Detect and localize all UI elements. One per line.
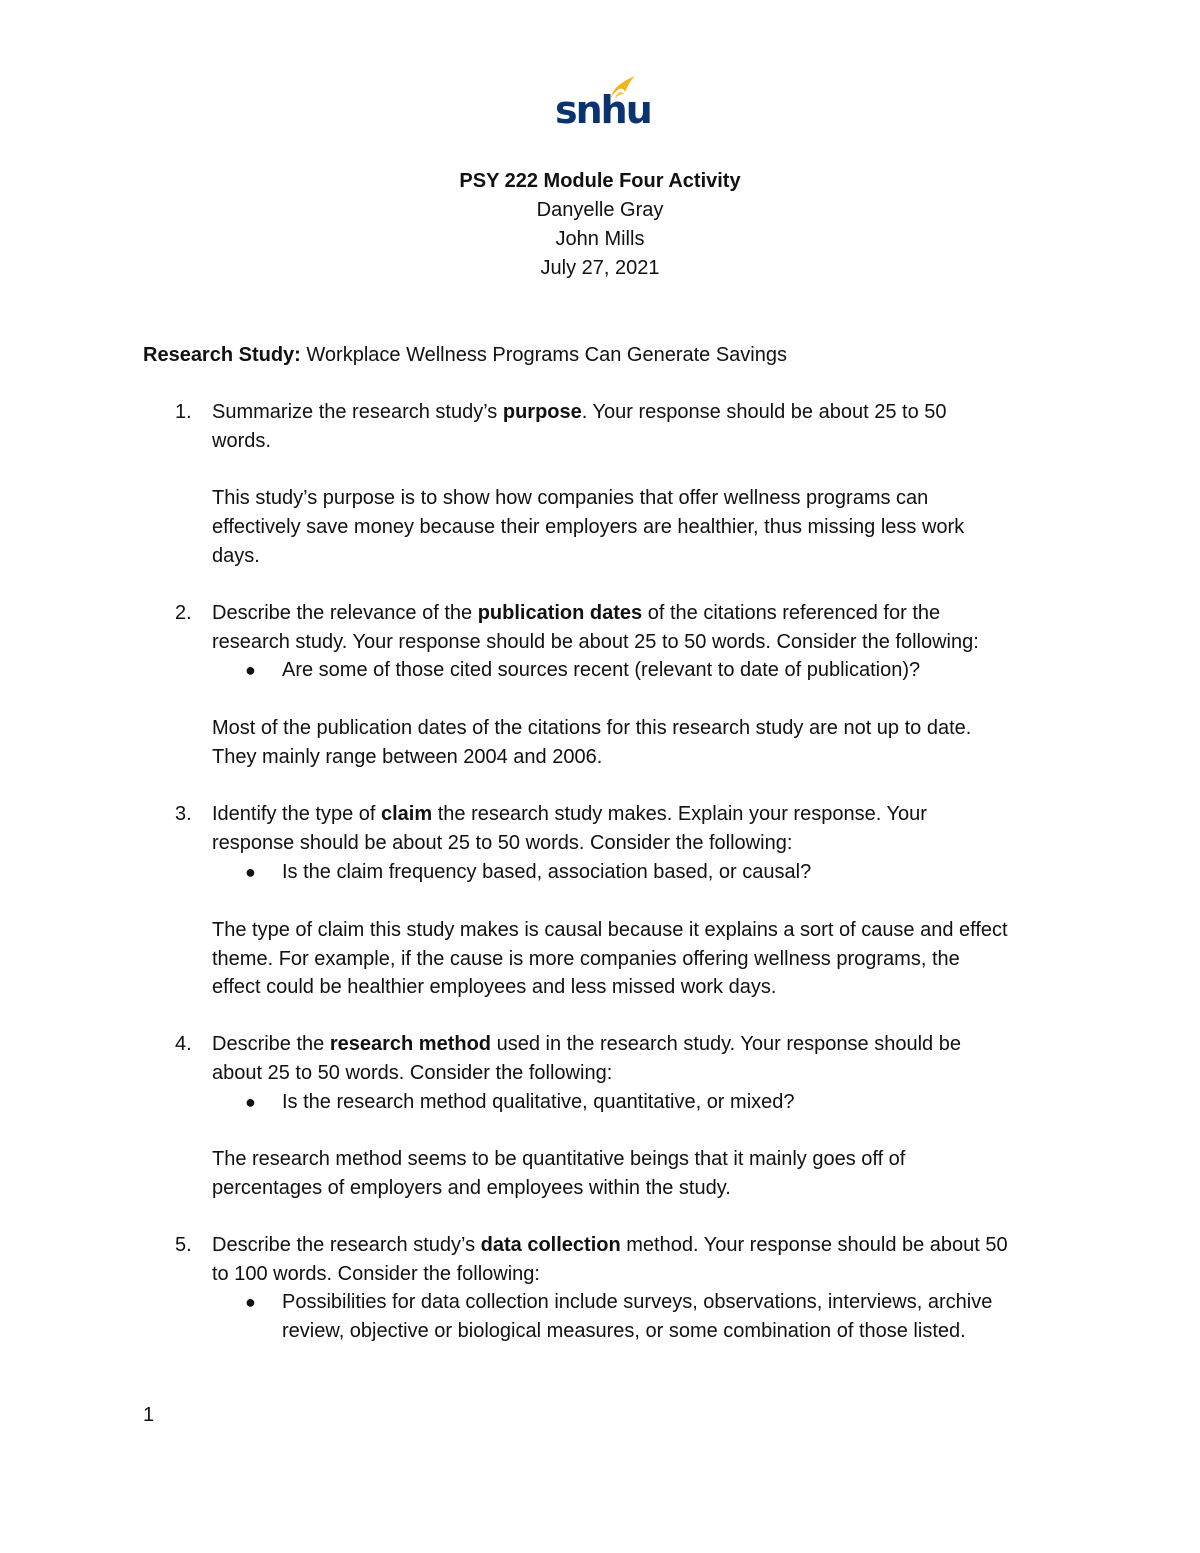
document-title: PSY 222 Module Four Activity (459, 170, 741, 192)
logo-text: snhu (555, 88, 651, 132)
answer-2-line2: They mainly range between 2004 and 2006. (212, 746, 603, 768)
answer-3-line2: theme. For example, if the cause is more companies offering wellness programs, the (212, 948, 960, 970)
research-study-label: Research Study: (143, 344, 301, 366)
question-1-number: 1. (175, 401, 192, 423)
question-1-text-line2: words. (212, 430, 271, 452)
question-5-bullet-line1: Possibilities for data collection include surveys, observations, interviews, archive (282, 1291, 993, 1313)
bullet-icon: ● (245, 1092, 256, 1112)
question-2-text: Describe the relevance of the publication dates of the citations referenced for the (212, 602, 941, 624)
question-5-bullet-line2: review, objective or biological measures, or some combination of those listed. (282, 1320, 966, 1342)
bullet-icon: ● (245, 660, 256, 680)
answer-4-line2: percentages of employers and employees within the study. (212, 1177, 731, 1199)
answer-1-line1: This study’s purpose is to show how companies that offer wellness programs can (212, 487, 929, 509)
question-3-bullet: Is the claim frequency based, association based, or causal? (282, 861, 812, 883)
question-3-number: 3. (175, 803, 192, 825)
page-number: 1 (143, 1404, 155, 1426)
research-study-line (143, 341, 787, 370)
document-date: July 27, 2021 (540, 257, 660, 279)
research-study-title: Workplace Wellness Programs Can Generate Savings (300, 344, 787, 366)
question-3-text: Identify the type of claim the research study makes. Explain your response. Your (212, 803, 927, 825)
author-name: Danyelle Gray (536, 199, 664, 221)
question-4-bullet: Is the research method qualitative, quantitative, or mixed? (282, 1091, 795, 1113)
question-3-text-line2: response should be about 25 to 50 words. Consider the following: (212, 832, 793, 854)
answer-3-line1: The type of claim this study makes is causal because it explains a sort of cause and effect (212, 919, 1008, 941)
answer-1-line2: effectively save money because their employers are healthier, thus missing less work (212, 516, 965, 538)
snhu-logo (555, 74, 651, 134)
bullet-icon: ● (245, 862, 256, 882)
question-2-bullet: Are some of those cited sources recent (relevant to date of publication)? (282, 659, 921, 681)
question-5-text-line2: to 100 words. Consider the following: (212, 1263, 540, 1285)
answer-1-line3: days. (212, 545, 260, 567)
question-4-number: 4. (175, 1033, 192, 1055)
question-4-text: Describe the research method used in the research study. Your response should be (212, 1033, 961, 1055)
question-1-text: Summarize the research study’s purpose. Your response should be about 25 to 50 (212, 401, 947, 423)
question-5-number: 5. (175, 1234, 192, 1256)
question-2-text-line2: research study. Your response should be about 25 to 50 words. Consider the following: (212, 631, 979, 653)
bullet-icon: ● (245, 1292, 256, 1312)
answer-3-line3: effect could be healthier employees and less missed work days. (212, 976, 777, 998)
instructor-name: John Mills (555, 228, 645, 250)
question-2-number: 2. (175, 602, 192, 624)
question-4-text-line2: about 25 to 50 words. Consider the following: (212, 1062, 613, 1084)
answer-4-line1: The research method seems to be quantitative beings that it mainly goes off of (212, 1148, 906, 1170)
answer-2-line1: Most of the publication dates of the citations for this research study are not up to date. (212, 717, 972, 739)
question-5-text: Describe the research study’s data collection method. Your response should be about 50 (212, 1234, 1008, 1256)
